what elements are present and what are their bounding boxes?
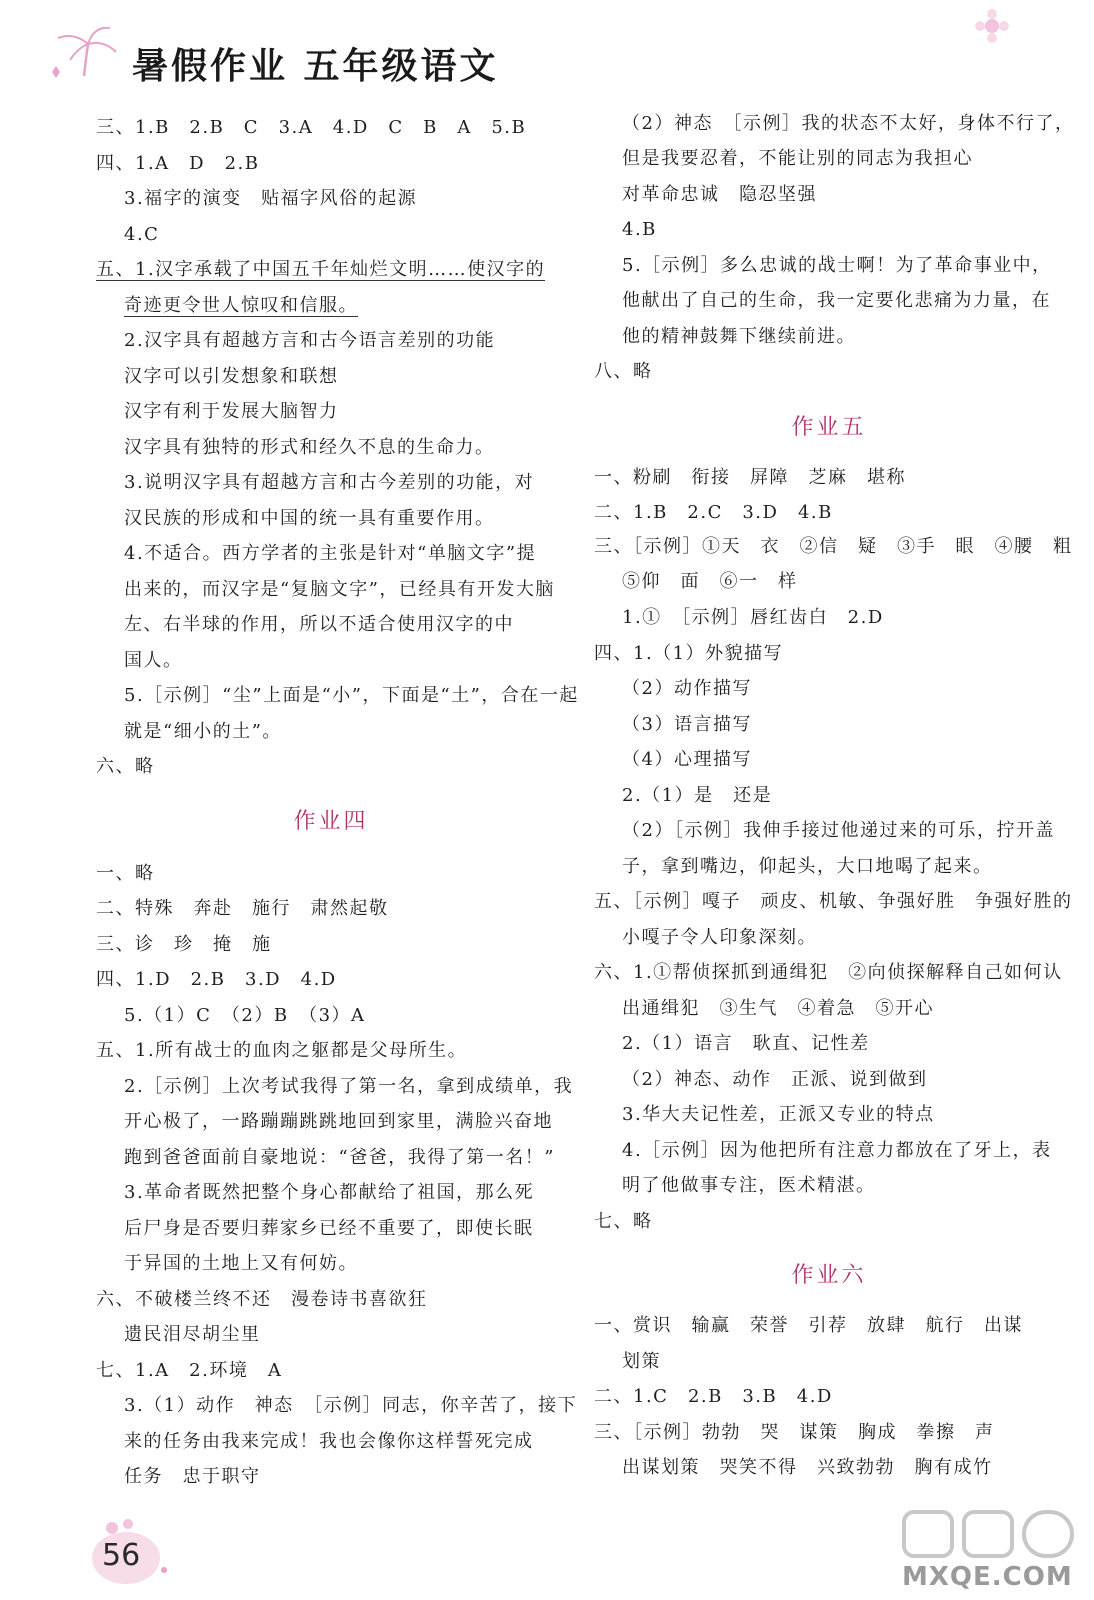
answer-line: 开心极了，一路蹦蹦跳跳地回到家里，满脸兴奋地 xyxy=(124,1111,553,1132)
page-number-badge xyxy=(88,1508,178,1588)
answer-line: 八、略 xyxy=(594,361,653,382)
answer-line: 3.华大夫记性差，正派又专业的特点 xyxy=(622,1104,935,1125)
answer-line: 3.说明汉字具有超越方言和古今差别的功能，对 xyxy=(124,472,535,493)
answer-line: 来的任务由我来完成！我也会像你这样誓死完成 xyxy=(124,1431,534,1452)
answer-line: 他献出了自己的生命，我一定要化悲痛为力量，在 xyxy=(622,290,1051,311)
answer-line: 2.（1）语言 耿直、记性差 xyxy=(622,1033,870,1054)
answer-line: 4.B xyxy=(622,219,657,240)
answer-line: 五、1.所有战士的血肉之躯都是父母所生。 xyxy=(96,1040,468,1061)
answer-line: 小嘎子令人印象深刻。 xyxy=(622,927,817,948)
answer-line: 1.① ［示例］唇红齿白 2.D xyxy=(622,607,884,628)
answer-line: 后尸身是否要归葬家乡已经不重要了，即使长眠 xyxy=(124,1218,534,1239)
answer-line: 汉民族的形成和中国的统一具有重要作用。 xyxy=(124,508,495,529)
answer-line: 4.C xyxy=(124,224,160,245)
answer-line: 2.［示例］上次考试我得了第一名，拿到成绩单，我 xyxy=(124,1076,574,1097)
answer-line: 汉字有利于发展大脑智力 xyxy=(124,401,339,422)
answer-line: 二、1.C 2.B 3.B 4.D xyxy=(594,1386,833,1407)
underlined-text: 五、1.汉字承载了中国五千年灿烂文明……使汉字的 xyxy=(96,259,546,280)
answer-line: 4.［示例］因为他把所有注意力都放在了牙上，表 xyxy=(622,1140,1052,1161)
answer-line: 遗民泪尽胡尘里 xyxy=(124,1324,261,1345)
answer-line: 四、1.（1）外貌描写 xyxy=(594,643,784,664)
answer-line: 三、［示例］勃勃 哭 谋策 胸成 拳擦 声 xyxy=(594,1422,995,1443)
answer-line: 3.革命者既然把整个身心都献给了祖国，那么死 xyxy=(124,1182,535,1203)
answer-line: （2）神态 ［示例］我的状态不太好，身体不行了， xyxy=(622,113,1075,134)
answer-line: 一、略 xyxy=(96,863,155,884)
answer-line: 2.（1）是 还是 xyxy=(622,785,773,806)
answer-line: 于异国的土地上又有何妨。 xyxy=(124,1253,358,1274)
answer-line: （2）动作描写 xyxy=(622,678,752,699)
answer-line: 4.不适合。西方学者的主张是针对“单脑文字”提 xyxy=(124,543,537,564)
answer-line: （3）语言描写 xyxy=(622,714,752,735)
answer-line: 对革命忠诚 隐忍坚强 xyxy=(622,184,817,205)
answer-line: 他的精神鼓舞下继续前进。 xyxy=(622,326,856,347)
answer-line: 2.汉字具有超越方言和古今语言差别的功能 xyxy=(124,330,496,351)
watermark-text: MXQE.COM xyxy=(902,1562,1073,1592)
answer-line: 二、1.B 2.C 3.D 4.B xyxy=(594,502,833,523)
answer-line: 划策 xyxy=(622,1351,661,1372)
answer-line: 左、右半球的作用，所以不适合使用汉字的中 xyxy=(124,614,514,635)
answer-line: 5.［示例］“尘”上面是“小”，下面是“土”，合在一起 xyxy=(124,685,579,706)
answer-line: 汉字可以引发想象和联想 xyxy=(124,366,339,387)
answer-line: 六、1.①帮侦探抓到通缉犯 ②向侦探解释自己如何认 xyxy=(594,962,1063,983)
answer-line: ⑤仰 面 ⑥一 样 xyxy=(622,571,798,592)
answer-line: 5.［示例］多么忠诚的战士啊！为了革命事业中， xyxy=(622,255,1052,276)
palm-tree-decoration-icon xyxy=(44,18,124,78)
answer-line: 就是“细小的土”。 xyxy=(124,721,282,742)
answer-line: 三、［示例］①天 衣 ②信 疑 ③手 眼 ④腰 粗 xyxy=(594,536,1073,557)
answer-line: 3.（1）动作 神态 ［示例］同志，你辛苦了，接下 xyxy=(124,1395,578,1416)
answer-line: 六、略 xyxy=(96,756,155,777)
answer-line: （4）心理描写 xyxy=(622,749,752,770)
answer-line: （2）神态、动作 正派、说到做到 xyxy=(622,1069,928,1090)
answer-line: 七、略 xyxy=(594,1211,653,1232)
page-number: 56 xyxy=(102,1538,141,1573)
answer-line: 5.（1）C （2）B （3）A xyxy=(124,1005,366,1026)
answer-line: 二、特殊 奔赴 施行 肃然起敬 xyxy=(96,898,389,919)
answer-line: 明了他做事专注，医术精湛。 xyxy=(622,1175,876,1196)
answer-line: 出通缉犯 ③生气 ④着急 ⑤开心 xyxy=(622,998,934,1019)
answer-line: 六、不破楼兰终不还 漫卷诗书喜欲狂 xyxy=(96,1289,428,1310)
answer-line: 一、粉刷 衔接 屏障 芝麻 堪称 xyxy=(594,467,906,488)
answer-line: 但是我要忍着，不能让别的同志为我担心 xyxy=(622,148,973,169)
answer-line: 出谋划策 哭笑不得 兴致勃勃 胸有成竹 xyxy=(622,1457,993,1478)
section-title: 作业五 xyxy=(791,415,867,440)
answer-line: 一、赏识 输赢 荣誉 引荐 放肆 航行 出谋 xyxy=(594,1315,1023,1336)
page-header xyxy=(0,0,1094,100)
answer-line: 四、1.D 2.B 3.D 4.D xyxy=(96,969,337,990)
underlined-text: 奇迹更令世人惊叹和信服。 xyxy=(124,295,358,316)
header-title: 暑假作业 五年级语文 xyxy=(132,46,499,87)
section-title: 作业六 xyxy=(791,1263,867,1288)
answer-line: 四、1.A D 2.B xyxy=(96,153,260,174)
section-title: 作业四 xyxy=(293,809,369,834)
answer-line: 五、［示例］嘎子 顽皮、机敏、争强好胜 争强好胜的 xyxy=(594,891,1073,912)
answer-line: 3.福字的演变 贴福字风俗的起源 xyxy=(124,188,418,209)
answer-line: 汉字具有独特的形式和经久不息的生命力。 xyxy=(124,437,495,458)
answer-line: 出来的，而汉字是“复脑文字”，已经具有开发大脑 xyxy=(124,579,555,600)
answer-line: 七、1.A 2.环境 A xyxy=(96,1360,283,1381)
watermark xyxy=(880,1500,1090,1600)
answer-line: 三、诊 珍 掩 施 xyxy=(96,934,272,955)
answer-line: 跑到爸爸面前自豪地说：“爸爸，我得了第一名！” xyxy=(124,1147,555,1168)
answer-line: 国人。 xyxy=(124,650,183,671)
answer-line: 任务 忠于职守 xyxy=(124,1466,261,1487)
answer-line: 子，拿到嘴边，仰起头，大口地喝了起来。 xyxy=(622,856,993,877)
answer-line xyxy=(124,290,358,322)
answer-line: （2）［示例］我伸手接过他递过来的可乐，拧开盖 xyxy=(622,820,1055,841)
flower-decoration-icon xyxy=(972,6,1012,46)
answer-line: 三、1.B 2.B C 3.A 4.D C B A 5.B xyxy=(96,117,527,138)
watermark-logo-icon xyxy=(900,1506,1080,1562)
answer-line xyxy=(96,254,545,286)
